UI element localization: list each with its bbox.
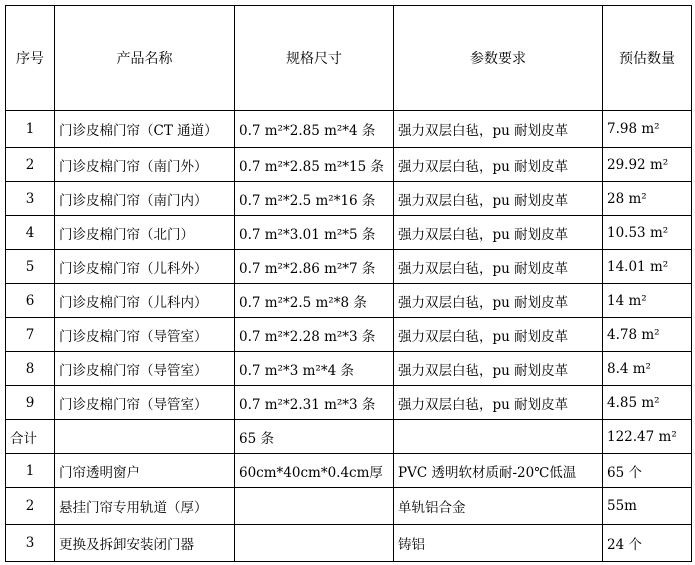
table-row xyxy=(6,148,692,182)
spec-size: 60cm*40cm*0.4cm厚 xyxy=(235,454,394,488)
requirement: 强力双层白毡，pu 耐划皮革 xyxy=(394,111,603,148)
requirement: 强力双层白毡，pu 耐划皮革 xyxy=(394,250,603,284)
table-row xyxy=(6,386,692,420)
header-row xyxy=(6,6,692,111)
total-quantity: 122.47 m² xyxy=(603,420,692,454)
quantity: 29.92 m² xyxy=(603,148,692,182)
requirement: 强力双层白毡，pu 耐划皮革 xyxy=(394,318,603,352)
product-name: 门诊皮棉门帘（导管室） xyxy=(55,352,235,386)
row-number: 2 xyxy=(6,488,55,525)
requirement: 强力双层白毡，pu 耐划皮革 xyxy=(394,284,603,318)
requirement: 强力双层白毡，pu 耐划皮革 xyxy=(394,148,603,182)
header-specification: 规格尺寸 xyxy=(235,6,394,111)
header-estimated-quantity: 预估数量 xyxy=(603,6,692,111)
row-number: 5 xyxy=(6,250,55,284)
spec-size: 0.7 m²*3 m²*4 条 xyxy=(235,352,394,386)
spec-size: 0.7 m²*2.85 m²*4 条 xyxy=(235,111,394,148)
product-name: 门帘透明窗户 xyxy=(55,454,235,488)
spec-size: 0.7 m²*2.28 m²*3 条 xyxy=(235,318,394,352)
quantity: 14.01 m² xyxy=(603,250,692,284)
requirement: 单轨铝合金 xyxy=(394,488,603,525)
row-number: 9 xyxy=(6,386,55,420)
table-row xyxy=(6,284,692,318)
quantity: 55m xyxy=(603,488,692,525)
quantity: 7.98 m² xyxy=(603,111,692,148)
product-name: 门诊皮棉门帘（导管室） xyxy=(55,318,235,352)
row-number: 1 xyxy=(6,111,55,148)
total-row xyxy=(6,420,692,454)
total-size: 65 条 xyxy=(235,420,394,454)
requirement: 强力双层白毡，pu 耐划皮革 xyxy=(394,352,603,386)
spec-size: 0.7 m²*2.31 m²*3 条 xyxy=(235,386,394,420)
table-row xyxy=(6,250,692,284)
spec-size: 0.7 m²*3.01 m²*5 条 xyxy=(235,216,394,250)
row-number: 6 xyxy=(6,284,55,318)
quantity: 28 m² xyxy=(603,182,692,216)
spec-size: 0.7 m²*2.85 m²*15 条 xyxy=(235,148,394,182)
header-product-name: 产品名称 xyxy=(55,6,235,111)
row-number: 7 xyxy=(6,318,55,352)
total-empty-cell xyxy=(394,420,603,454)
table-row xyxy=(6,525,692,562)
quantity: 8.4 m² xyxy=(603,352,692,386)
header-serial-number: 序号 xyxy=(6,6,55,111)
requirement: PVC 透明软材质耐-20℃低温 xyxy=(394,454,603,488)
product-name: 门诊皮棉门帘（CT 通道） xyxy=(55,111,235,148)
product-name: 门诊皮棉门帘（儿科外） xyxy=(55,250,235,284)
quantity: 65 个 xyxy=(603,454,692,488)
product-name: 门诊皮棉门帘（儿科内） xyxy=(55,284,235,318)
specification-table xyxy=(5,5,692,562)
product-name: 门诊皮棉门帘（北门） xyxy=(55,216,235,250)
product-name: 门诊皮棉门帘（南门内） xyxy=(55,182,235,216)
row-number: 2 xyxy=(6,148,55,182)
table-row xyxy=(6,182,692,216)
product-name: 门诊皮棉门帘（导管室） xyxy=(55,386,235,420)
table-row xyxy=(6,318,692,352)
row-number: 8 xyxy=(6,352,55,386)
table-row xyxy=(6,488,692,525)
table-row xyxy=(6,352,692,386)
requirement: 强力双层白毡，pu 耐划皮革 xyxy=(394,182,603,216)
table-row xyxy=(6,111,692,148)
row-number: 4 xyxy=(6,216,55,250)
quantity: 10.53 m² xyxy=(603,216,692,250)
spec-size: 0.7 m²*2.86 m²*7 条 xyxy=(235,250,394,284)
product-name: 悬挂门帘专用轨道（厚） xyxy=(55,488,235,525)
requirement: 强力双层白毡，pu 耐划皮革 xyxy=(394,216,603,250)
product-name: 门诊皮棉门帘（南门外） xyxy=(55,148,235,182)
spec-size xyxy=(235,525,394,562)
spec-size: 0.7 m²*2.5 m²*16 条 xyxy=(235,182,394,216)
quantity: 14 m² xyxy=(603,284,692,318)
spec-size xyxy=(235,488,394,525)
quantity: 4.78 m² xyxy=(603,318,692,352)
total-label: 合计 xyxy=(6,420,55,454)
row-number: 1 xyxy=(6,454,55,488)
spec-size: 0.7 m²*2.5 m²*8 条 xyxy=(235,284,394,318)
total-empty-cell xyxy=(55,420,235,454)
table-row xyxy=(6,454,692,488)
quantity: 4.85 m² xyxy=(603,386,692,420)
requirement: 强力双层白毡，pu 耐划皮革 xyxy=(394,386,603,420)
quantity: 24 个 xyxy=(603,525,692,562)
header-parameter-requirements: 参数要求 xyxy=(394,6,603,111)
product-name: 更换及拆卸安装闭门器 xyxy=(55,525,235,562)
table-row xyxy=(6,216,692,250)
requirement: 铸铝 xyxy=(394,525,603,562)
row-number: 3 xyxy=(6,182,55,216)
row-number: 3 xyxy=(6,525,55,562)
